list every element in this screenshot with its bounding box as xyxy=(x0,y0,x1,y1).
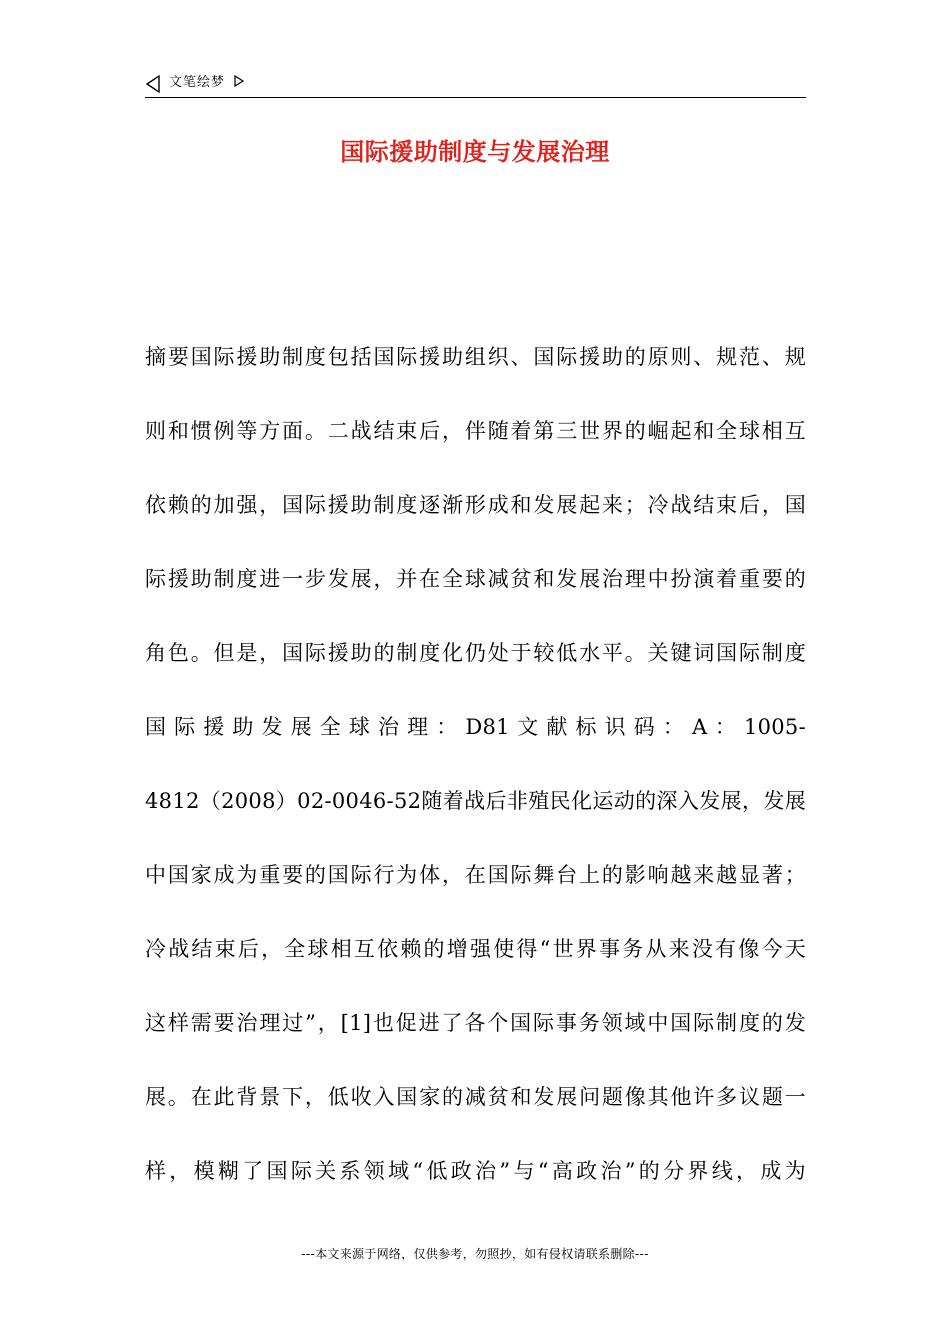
document-body xyxy=(145,320,806,1208)
body-line: 冷战结束后，全球相互依赖的增强使得“世界事务从来没有像今天 xyxy=(145,937,806,961)
page-footer: ---本文来源于网络，仅供参考，勿照抄，如有侵权请联系删除--- xyxy=(301,1247,649,1261)
body-line: 则和惯例等方面。二战结束后，伴随着第三世界的崛起和全球相互 xyxy=(145,419,806,443)
body-line: 际援助制度进一步发展，并在全球减贫和发展治理中扮演着重要的 xyxy=(145,567,806,591)
body-line: 国 际 援 助 发 展 全 球 治 理 ： D81 文 献 标 识 码 ： A ： 1005- xyxy=(145,715,806,739)
body-line: 4812（2008）02-0046-52随着战后非殖民化运动的深入发展，发展 xyxy=(145,789,806,813)
body-line: 摘要国际援助制度包括国际援助组织、国际援助的原则、规范、规 xyxy=(145,345,806,369)
body-line: 中国家成为重要的国际行为体，在国际舞台上的影响越来越显著； xyxy=(145,863,806,887)
body-line: 样，模糊了国际关系领域“低政治”与“高政治”的分界线，成为 xyxy=(145,1159,806,1183)
body-line: 角色。但是，国际援助的制度化仍处于较低水平。关键词国际制度 xyxy=(145,641,806,665)
body-line: 这样需要治理过”，[1]也促进了各个国际事务领域中国际制度的发 xyxy=(145,1011,806,1035)
body-line: 依赖的加强，国际援助制度逐渐形成和发展起来；冷战结束后，国 xyxy=(145,493,806,517)
page-header xyxy=(145,72,806,98)
header-brand: 文笔绘梦 xyxy=(169,75,226,90)
document-title: 国际援助制度与发展治理 xyxy=(340,138,610,166)
triangle-right-outline-icon xyxy=(233,74,245,88)
body-line: 展。在此背景下，低收入国家的减贫和发展问题像其他许多议题一 xyxy=(145,1085,806,1109)
triangle-left-outline-icon xyxy=(145,75,161,93)
